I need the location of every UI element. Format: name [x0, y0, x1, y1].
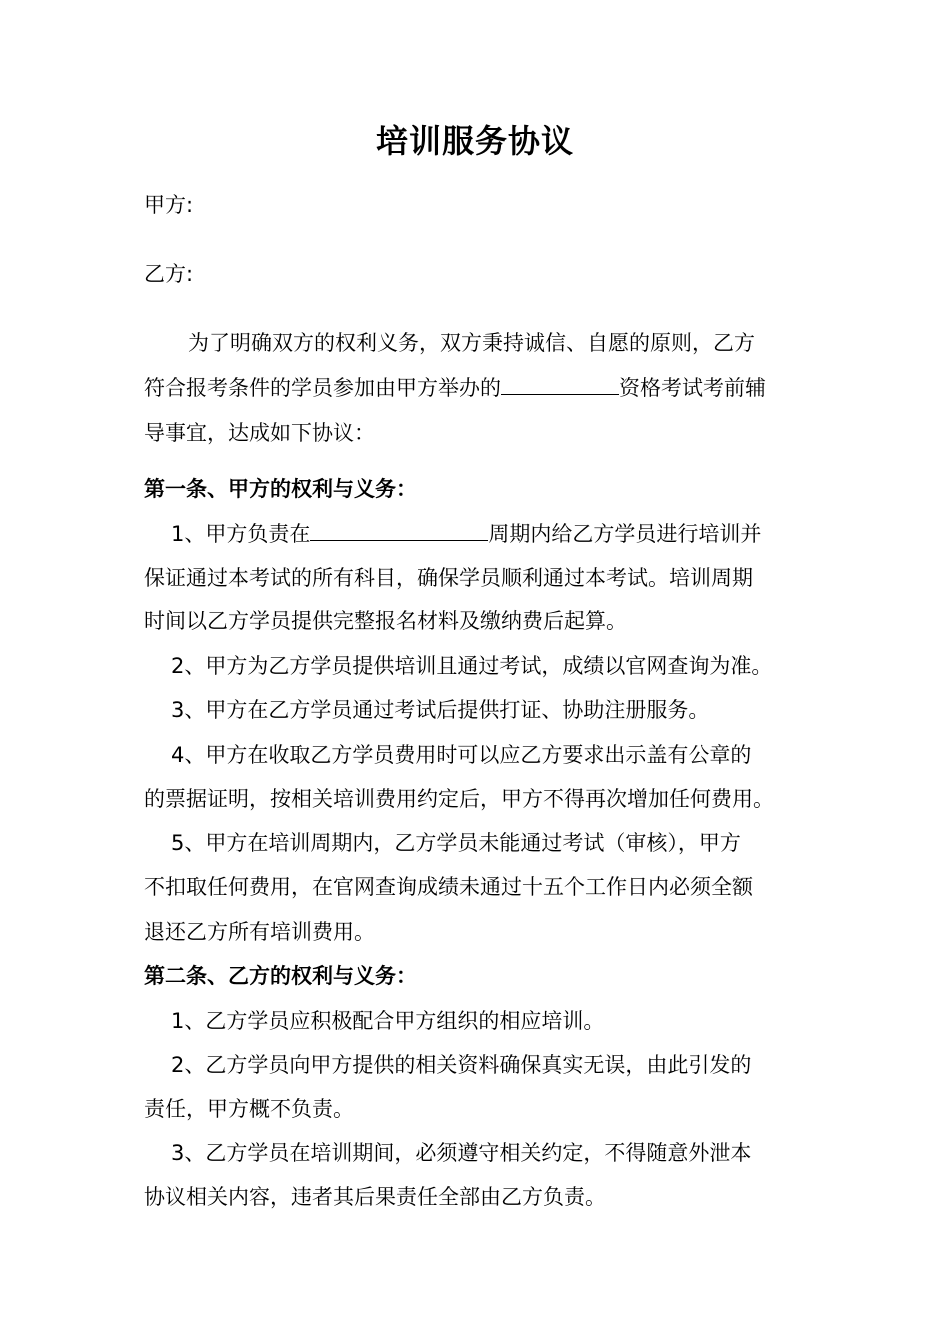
intro-text: 资格考试考前辅	[619, 376, 766, 400]
party-a-label: 甲方:	[144, 193, 194, 217]
clause-line: 3、乙方学员在培训期间，必须遵守相关约定，不得随意外泄本	[171, 1141, 752, 1165]
clause-line: 3、甲方在乙方学员通过考试后提供打证、协助注册服务。	[171, 698, 710, 722]
clause-line: 的票据证明，按相关培训费用约定后，甲方不得再次增加任何费用。	[144, 787, 774, 811]
clause-line: 责任，甲方概不负责。	[144, 1097, 354, 1121]
intro-line: 导事宜，达成如下协议：	[144, 421, 375, 445]
clause-line: 时间以乙方学员提供完整报名材料及缴纳费后起算。	[144, 609, 627, 633]
training-period-blank	[310, 520, 488, 541]
clause-line: 保证通过本考试的所有科目，确保学员顺利通过本考试。培训周期	[144, 566, 753, 590]
clause-line: 4、甲方在收取乙方学员费用时可以应乙方要求出示盖有公章的	[171, 743, 752, 767]
clause-line: 2、乙方学员向甲方提供的相关资料确保真实无误，由此引发的	[171, 1053, 752, 1077]
clause-line: 1、乙方学员应积极配合甲方组织的相应培训。	[171, 1009, 605, 1033]
clause-line: 不扣取任何费用，在官网查询成绩未通过十五个工作日内必须全额	[144, 875, 753, 899]
document-title: 培训服务协议	[375, 122, 574, 160]
clause-line	[171, 519, 761, 549]
party-b-label: 乙方:	[144, 262, 194, 286]
clause-text: 周期内给乙方学员进行培训并	[488, 522, 762, 546]
intro-line: 为了明确双方的权利义务，双方秉持诚信、自愿的原则，乙方	[188, 331, 755, 355]
clause-line: 协议相关内容，违者其后果责任全部由乙方负责。	[144, 1185, 606, 1209]
clause-line: 2、甲方为乙方学员提供培训且通过考试，成绩以官网查询为准。	[171, 654, 773, 678]
clause-line: 退还乙方所有培训费用。	[144, 920, 375, 944]
exam-name-blank	[501, 374, 619, 395]
intro-line	[144, 373, 766, 403]
clause-text: 1、甲方负责在	[171, 522, 311, 546]
intro-text: 符合报考条件的学员参加由甲方举办的	[144, 376, 501, 400]
section-heading: 第一条、甲方的权利与义务：	[144, 477, 417, 501]
section-heading: 第二条、乙方的权利与义务：	[144, 964, 417, 988]
clause-line: 5、甲方在培训周期内，乙方学员未能通过考试（审核），甲方	[171, 831, 741, 855]
